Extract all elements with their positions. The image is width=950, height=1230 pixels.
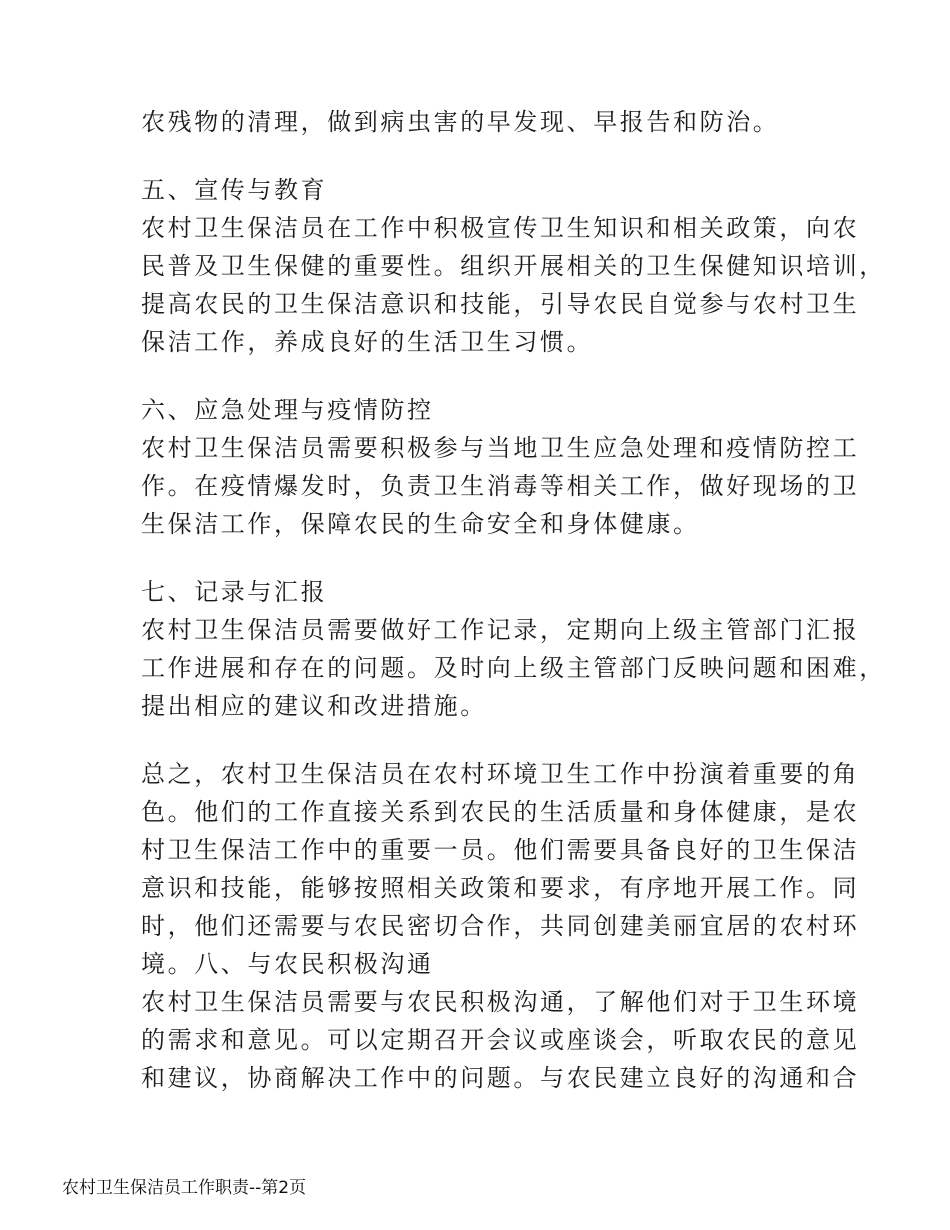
- text-line: 境。八、与农民积极沟通: [141, 950, 434, 978]
- text-line: 和建议，协商解决工作中的问题。与农民建立良好的沟通和合: [141, 1064, 860, 1092]
- text-line: 提出相应的建议和改进措施。: [141, 692, 487, 720]
- text-line: 总之，农村卫生保洁员在农村环境卫生工作中扮演着重要的角: [141, 760, 860, 788]
- text-line: 民普及卫生保健的重要性。组织开展相关的卫生保健知识培训，: [141, 252, 886, 280]
- text-line: 保洁工作，养成良好的生活卫生习惯。: [141, 328, 594, 356]
- text-line: 村卫生保洁工作中的重要一员。他们需要具备良好的卫生保洁: [141, 836, 860, 864]
- text-line: 农村卫生保洁员需要与农民积极沟通，了解他们对于卫生环境: [141, 988, 860, 1016]
- section-heading: 七、记录与汇报: [141, 578, 328, 606]
- page-footer: 农村卫生保洁员工作职责--第2页: [62, 1178, 307, 1198]
- text-line: 农村卫生保洁员在工作中积极宣传卫生知识和相关政策，向农: [141, 214, 860, 242]
- text-line: 意识和技能，能够按照相关政策和要求，有序地开展工作。同: [141, 874, 860, 902]
- text-line: 的需求和意见。可以定期召开会议或座谈会，听取农民的意见: [141, 1026, 860, 1054]
- text-line: 生保洁工作，保障农民的生命安全和身体健康。: [141, 510, 700, 538]
- text-line: 工作进展和存在的问题。及时向上级主管部门反映问题和困难，: [141, 654, 886, 682]
- section-heading: 六、应急处理与疫情防控: [141, 396, 434, 424]
- text-line: 色。他们的工作直接关系到农民的生活质量和身体健康，是农: [141, 798, 860, 826]
- text-line: 提高农民的卫生保洁意识和技能，引导农民自觉参与农村卫生: [141, 290, 860, 318]
- text-line: 作。在疫情爆发时，负责卫生消毒等相关工作，做好现场的卫: [141, 472, 860, 500]
- section-heading: 五、宣传与教育: [141, 176, 328, 204]
- text-line: 时，他们还需要与农民密切合作，共同创建美丽宜居的农村环: [141, 912, 860, 940]
- text-line: 农村卫生保洁员需要做好工作记录，定期向上级主管部门汇报: [141, 616, 860, 644]
- text-line: 农村卫生保洁员需要积极参与当地卫生应急处理和疫情防控工: [141, 434, 860, 462]
- text-line: 农残物的清理，做到病虫害的早发现、早报告和防治。: [141, 108, 780, 136]
